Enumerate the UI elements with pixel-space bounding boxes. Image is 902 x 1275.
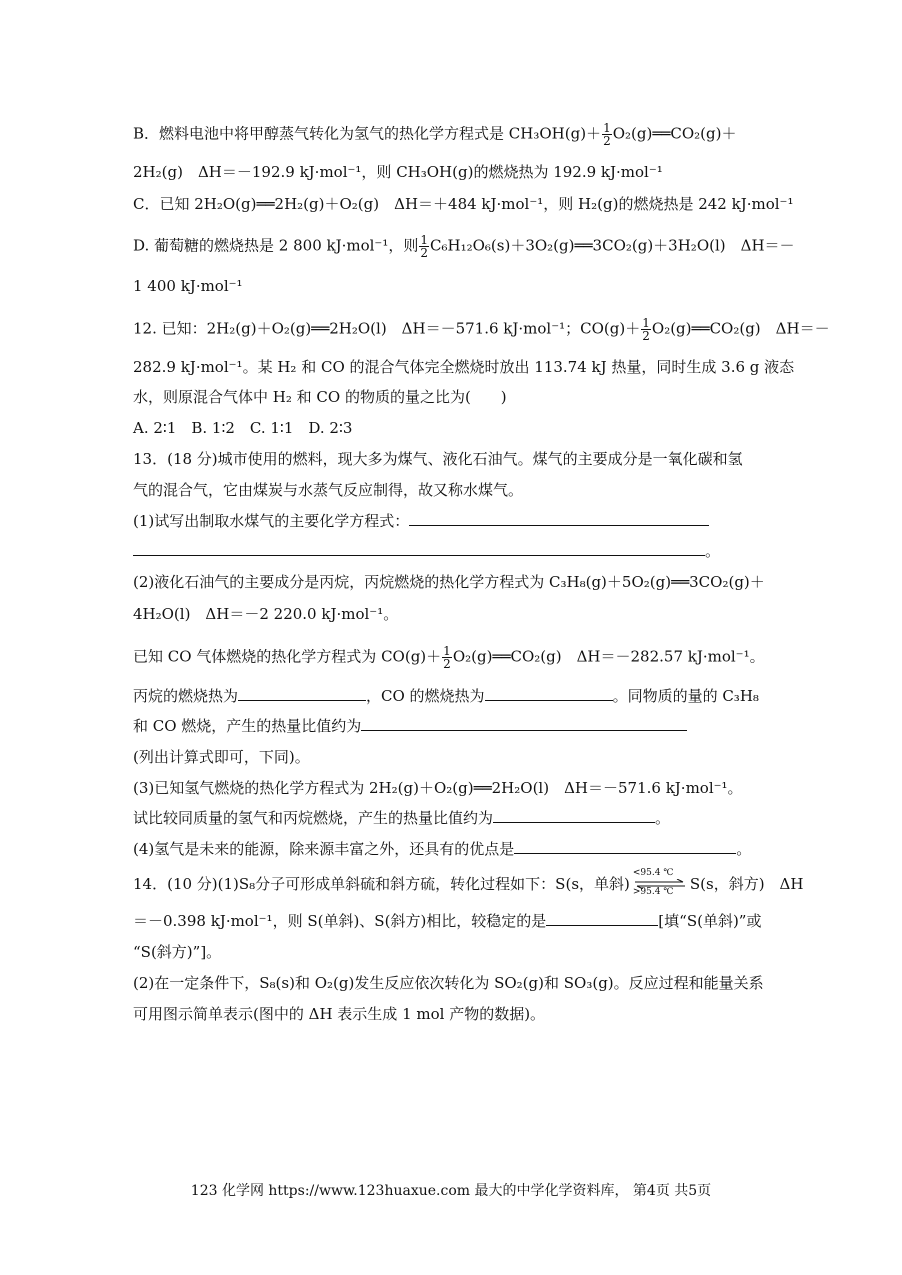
q13-part4-text: (4)氢气是未来的能源，除来源丰富之外，还具有的优点是 [133, 840, 515, 858]
question-13-part4 [133, 839, 751, 859]
answer-blank[interactable] [514, 839, 736, 854]
question-13-part3-line2 [133, 808, 670, 828]
option-d-text-2: C₆H₁₂O₆(s)＋3O₂(g)══3CO₂(g)＋3H₂O(l) ΔH＝－ [430, 236, 795, 255]
question-12-line3: 水，则原混合气体中 H₂ 和 CO 的物质的量之比为( ) [133, 388, 507, 406]
answer-blank[interactable] [361, 716, 687, 731]
period: 。 [705, 542, 721, 560]
question-13-part3-line1: (3)已知氢气燃烧的热化学方程式为 2H₂(g)＋O₂(g)══2H₂O(l) ΔH＝－571.6 kJ·mol⁻¹。 [133, 779, 743, 797]
question-13-part2-line6: (列出计算式即可，下同)。 [133, 748, 310, 766]
fraction-half: $\frac{1}{2}$ [603, 121, 611, 148]
q12-text: 12. 已知：2H₂(g)＋O₂(g)══2H₂O(l) ΔH＝－571.6 kJ·mol⁻¹；CO(g)＋ [133, 319, 641, 338]
question-13-part2-line4 [133, 686, 759, 706]
answer-blank[interactable] [238, 686, 366, 701]
question-13-part2-line5 [133, 716, 687, 736]
option-d-line2: 1 400 kJ·mol⁻¹ [133, 277, 243, 295]
question-14-line1 [133, 868, 804, 897]
q13-part3-text: 试比较同质量的氢气和丙烷燃烧，产生的热量比值约为 [133, 809, 494, 827]
q14-stability-text: ＝－0.398 kJ·mol⁻¹，则 S(单斜)、S(斜方)相比，较稳定的是 [133, 912, 547, 930]
question-13-part1-line2 [133, 541, 720, 561]
question-12-line1 [133, 317, 830, 342]
question-13-line1: 13．(18 分)城市使用的燃料，现大多为煤气、液化石油气。煤气的主要成分是一氧化碳和氢 [133, 450, 743, 468]
question-13-part2-line2: 4H₂O(l) ΔH＝－2 220.0 kJ·mol⁻¹。 [133, 605, 399, 623]
answer-blank[interactable] [546, 911, 658, 926]
option-d-text: D. 葡萄糖的燃烧热是 2 800 kJ·mol⁻¹，则 [133, 236, 419, 255]
question-14-line5: 可用图示简单表示(图中的 ΔH 表示生成 1 mol 产物的数据)。 [133, 1005, 546, 1023]
condition-bottom: >95.4 ℃ [632, 887, 674, 897]
question-14-line3: “S(斜方)”]。 [133, 943, 222, 961]
question-12-line2: 282.9 kJ·mol⁻¹。某 H₂ 和 CO 的混合气体完全燃烧时放出 113.74 kJ 热量，同时生成 3.6 g 液态 [133, 358, 795, 376]
q13-part1-text: (1)试写出制取水煤气的主要化学方程式： [133, 512, 410, 530]
fraction-half: $\frac{1}{2}$ [420, 233, 429, 260]
period: 。 [655, 809, 671, 827]
question-14-line2 [133, 911, 761, 931]
q13-ratio-label: 。同物质的量的 C₃H₈ [612, 687, 759, 705]
fraction-half: $\frac{1}{2}$ [642, 316, 650, 343]
q14-text-2: S(s，斜方) ΔH [689, 875, 804, 893]
answer-blank[interactable] [493, 808, 655, 823]
reversible-arrow-condition [632, 868, 687, 897]
option-d-line1 [133, 234, 795, 259]
q14-text: 14．(10 分)(1)S₈分子可形成单斜硫和斜方硫，转化过程如下：S(s，单斜) [133, 875, 630, 893]
q13-co-label: ，CO 的燃烧热为 [366, 687, 485, 705]
question-13-line2: 气的混合气，它由煤炭与水蒸气反应制得，故又称水煤气。 [133, 481, 524, 499]
option-b-text: B．燃料电池中将甲醇蒸气转化为氢气的热化学方程式是 CH₃OH(g)＋ [133, 124, 602, 143]
q13-propane-label: 丙烷的燃烧热为 [133, 687, 239, 705]
answer-blank[interactable] [133, 541, 705, 556]
question-13-part2-line1: (2)液化石油气的主要成分是丙烷，丙烷燃烧的热化学方程式为 C₃H₈(g)＋5O₂(g)══3CO₂(g)＋ [133, 573, 765, 591]
question-14-line4: (2)在一定条件下，S₈(s)和 O₂(g)发生反应依次转化为 SO₂(g)和 SO₃(g)。反应过程和能量关系 [133, 974, 764, 992]
question-13-part2-line3 [133, 645, 765, 670]
question-12-options: A. 2∶1 B. 1∶2 C. 1∶1 D. 2∶3 [133, 419, 353, 437]
page-footer: 123 化学网 https://www.123huaxue.com 最大的中学化学资料库， 第4页 共5页 [190, 1183, 712, 1199]
q14-fill-hint: [填“S(单斜)”或 [658, 912, 762, 930]
period: 。 [736, 840, 752, 858]
condition-top: <95.4 ℃ [632, 868, 674, 878]
option-b-text-2: O₂(g)══CO₂(g)＋ [612, 124, 737, 143]
answer-blank[interactable] [409, 511, 709, 526]
q13-co-text: 已知 CO 气体燃烧的热化学方程式为 CO(g)＋ [133, 647, 442, 666]
q13-ratio-text: 和 CO 燃烧，产生的热量比值约为 [133, 717, 362, 735]
option-b-line1 [133, 122, 736, 147]
question-13-part1 [133, 511, 709, 531]
option-b-line2: 2H₂(g) ΔH＝－192.9 kJ·mol⁻¹，则 CH₃OH(g)的燃烧热为 192.9 kJ·mol⁻¹ [133, 163, 663, 181]
option-c-line: C．已知 2H₂O(g)══2H₂(g)＋O₂(g) ΔH＝＋484 kJ·mol⁻¹，则 H₂(g)的燃烧热是 242 kJ·mol⁻¹ [133, 195, 794, 213]
answer-blank[interactable] [485, 686, 613, 701]
q13-co-text-2: O₂(g)══CO₂(g) ΔH＝－282.57 kJ·mol⁻¹。 [452, 647, 765, 666]
q12-text-2: O₂(g)══CO₂(g) ΔH＝－ [651, 319, 830, 338]
fraction-half: $\frac{1}{2}$ [443, 644, 451, 671]
